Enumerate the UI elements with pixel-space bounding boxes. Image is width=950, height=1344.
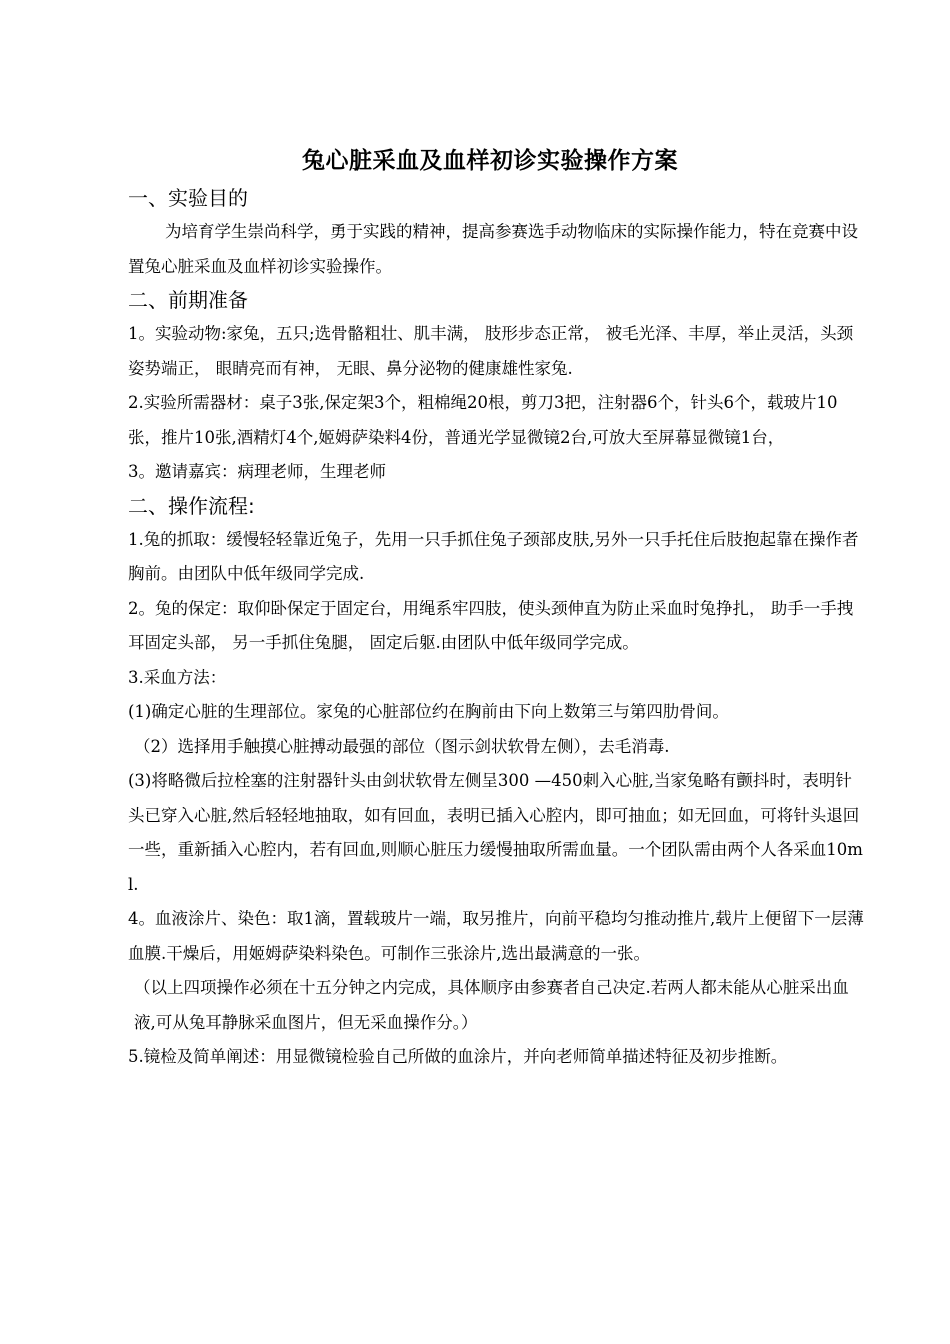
paragraph: (3)将略微后拉栓塞的注射器针头由剑状软骨左侧呈300 —450刺入心脏,当家兔略有颤抖时，表明针头已穿入心脏,然后轻轻地抽取，如有回血，表明已插入心腔内，即可抽血；如无回血，可将针头退回一些，重新插入心腔内，若有回血,则顺心脏压力缓慢抽取所需血量。一个团队需由两个人各采血10ml.: [128, 771, 863, 894]
document-body: [128, 182, 868, 1075]
section-purpose: [128, 182, 868, 284]
paragraph: 1.兔的抓取：缓慢轻轻靠近兔子，先用一只手抓住兔子颈部皮肤,另外一只手托住后肢抱起靠在操作者胸前。由团队中低年级同学完成.: [128, 529, 859, 583]
section-heading: 二、前期准备: [128, 288, 248, 312]
paragraph: （2）选择用手触摸心脏搏动最强的部位（图示剑状软骨左侧），去毛消毒.: [134, 736, 670, 756]
document-title: 兔心脏采血及血样初诊实验操作方案: [302, 148, 678, 174]
section-procedure: [128, 490, 868, 1075]
paragraph: 3。邀请嘉宾：病理老师，生理老师: [128, 462, 386, 481]
section-heading: 一、实验目的: [128, 186, 248, 210]
section-heading: 二、操作流程:: [128, 493, 255, 518]
paragraph: 5.镜检及简单阐述：用显微镜检验自己所做的血涂片，并向老师简单描述特征及初步推断。: [128, 1047, 788, 1066]
paragraph: 4。血液涂片、染色：取1滴，置载玻片一端，取另推片，向前平稳均匀推动推片,载片上便留下一层薄血膜.干燥后，用姬姆萨染料染色。可制作三张涂片,选出最满意的一张。: [128, 909, 864, 963]
paragraph: (1)确定心脏的生理部位。家兔的心脏部位约在胸前由下向上数第三与第四肋骨间。: [128, 702, 729, 721]
section-preparation: [128, 284, 868, 490]
paragraph: 3.采血方法：: [128, 667, 227, 687]
paragraph: 2.实验所需器材：桌子3张,保定架3个，粗棉绳20根，剪刀3把，注射器6个，针头6个，载玻片10张，推片10张,酒精灯4个,姬姆萨染料4份，普通光学显微镜2台,可放大至屏幕显微镜1台，: [128, 393, 838, 447]
paragraph: 1。实验动物:家兔，五只;选骨骼粗壮、肌丰满， 肢形步态正常， 被毛光泽、丰厚，举止灵活，头颈姿势端正， 眼睛亮而有神， 无眼、鼻分泌物的健康雄性家兔.: [128, 324, 854, 378]
paragraph: （以上四项操作必须在十五分钟之内完成，具体顺序由参赛者自己决定.若两人都未能从心脏采出血液,可从兔耳静脉采血图片，但无采血操作分。）: [134, 978, 849, 1032]
paragraph: 为培育学生崇尚科学，勇于实践的精神，提高参赛选手动物临床的实际操作能力，特在竞赛中设置兔心脏采血及血样初诊实验操作。: [128, 222, 858, 276]
paragraph: 2。兔的保定：取仰卧保定于固定台，用绳系牢四肢，使头颈伸直为防止采血时兔挣扎， 助手一手拽耳固定头部， 另一手抓住兔腿， 固定后躯.由团队中低年级同学完成。: [128, 598, 854, 652]
